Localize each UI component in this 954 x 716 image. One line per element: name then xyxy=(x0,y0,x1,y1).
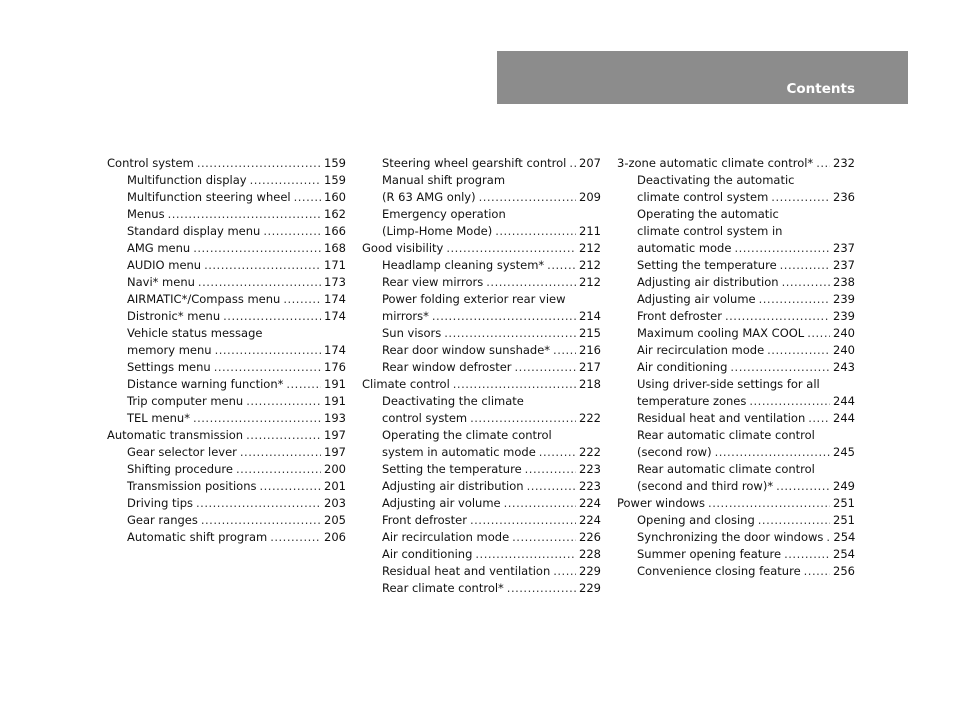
page-title: Contents xyxy=(786,81,855,97)
toc-entry[interactable] xyxy=(617,512,855,529)
toc-entry-page: 229 xyxy=(579,564,601,578)
toc-entry-label: AIRMATIC*/Compass menu xyxy=(127,292,281,306)
dot-leader xyxy=(294,189,321,206)
toc-entry[interactable] xyxy=(362,410,601,427)
toc-entry-label: system in automatic mode xyxy=(382,445,536,459)
toc-entry-page: 254 xyxy=(833,547,855,561)
toc-entry[interactable] xyxy=(617,155,855,172)
toc-entry-label: Rear climate control* xyxy=(382,581,504,595)
toc-entry[interactable] xyxy=(107,308,346,325)
toc-entry[interactable] xyxy=(617,308,855,325)
dot-leader xyxy=(758,512,830,529)
toc-entry[interactable] xyxy=(107,495,346,512)
toc-entry-page: 238 xyxy=(833,275,855,289)
toc-entry[interactable] xyxy=(107,512,346,529)
header-bar xyxy=(497,51,908,104)
toc-entry-label: Power windows xyxy=(617,496,706,510)
toc-entry[interactable] xyxy=(617,189,855,206)
toc-entry-page: 249 xyxy=(833,479,855,493)
dot-leader xyxy=(771,189,830,206)
toc-entry[interactable] xyxy=(617,478,855,495)
toc-entry[interactable] xyxy=(107,359,346,376)
toc-entry[interactable] xyxy=(362,155,601,172)
toc-entry-page: 251 xyxy=(833,513,855,527)
toc-entry-label: Adjusting air volume xyxy=(637,292,756,306)
toc-entry[interactable] xyxy=(617,342,855,359)
toc-entry-page: 205 xyxy=(324,513,346,527)
toc-entry-label: memory menu xyxy=(127,343,212,357)
toc-entry-page: 236 xyxy=(833,190,855,204)
dot-leader xyxy=(453,376,576,393)
toc-entry[interactable] xyxy=(107,410,346,427)
toc-entry[interactable] xyxy=(362,376,601,393)
toc-entry-page: 237 xyxy=(833,258,855,272)
toc-entry-label: Shifting procedure xyxy=(127,462,233,476)
toc-entry-label: Automatic shift program xyxy=(127,530,268,544)
toc-entry-label: Menus xyxy=(127,207,165,221)
toc-entry-label: Adjusting air distribution xyxy=(382,479,524,493)
toc-entry-label: climate control system in xyxy=(637,224,783,238)
toc-entry-page: 214 xyxy=(579,309,601,323)
toc-entry-page: 239 xyxy=(833,309,855,323)
toc-entry-label: Residual heat and ventilation xyxy=(637,411,806,425)
dot-leader xyxy=(569,155,576,172)
toc-entry[interactable] xyxy=(107,189,346,206)
toc-entry-page: 159 xyxy=(324,173,346,187)
dot-leader xyxy=(201,512,321,529)
toc-entry-page: 223 xyxy=(579,462,601,476)
dot-leader xyxy=(504,495,576,512)
toc-entry-label: temperature zones xyxy=(637,394,747,408)
toc-entry[interactable] xyxy=(107,257,346,274)
toc-entry[interactable] xyxy=(362,359,601,376)
toc-entry[interactable] xyxy=(617,325,855,342)
toc-entry[interactable] xyxy=(617,291,855,308)
toc-entry-label: Setting the temperature xyxy=(382,462,522,476)
toc-entry[interactable] xyxy=(362,461,601,478)
dot-leader xyxy=(553,342,576,359)
toc-entry-page: 237 xyxy=(833,241,855,255)
dot-leader xyxy=(804,563,830,580)
toc-entry-label: Rear automatic climate control xyxy=(637,428,815,442)
toc-entry[interactable] xyxy=(362,512,601,529)
dot-leader xyxy=(725,308,830,325)
toc-entry-page: 197 xyxy=(324,445,346,459)
toc-entry-page: 203 xyxy=(324,496,346,510)
dot-leader xyxy=(527,478,576,495)
toc-entry-page: 176 xyxy=(324,360,346,374)
dot-leader xyxy=(749,393,830,410)
toc-entry-label: Deactivating the automatic xyxy=(637,173,795,187)
toc-entry-label: Air conditioning xyxy=(382,547,473,561)
toc-entry-page: 226 xyxy=(579,530,601,544)
dot-leader xyxy=(223,308,321,325)
toc-entry[interactable] xyxy=(107,478,346,495)
toc-entry-page: 197 xyxy=(324,428,346,442)
toc-entry-page: 216 xyxy=(579,343,601,357)
toc-entry[interactable] xyxy=(107,172,346,189)
toc-entry-page: 256 xyxy=(833,564,855,578)
toc-entry[interactable] xyxy=(617,444,855,461)
dot-leader xyxy=(776,478,830,495)
dot-leader xyxy=(250,172,321,189)
dot-leader xyxy=(193,240,321,257)
toc-entry[interactable] xyxy=(107,291,346,308)
toc-entry[interactable] xyxy=(362,325,601,342)
toc-entry[interactable] xyxy=(617,461,855,478)
dot-leader xyxy=(539,444,576,461)
toc-entry[interactable] xyxy=(617,240,855,257)
toc-entry[interactable] xyxy=(107,529,346,546)
toc-entry[interactable] xyxy=(107,274,346,291)
dot-leader xyxy=(246,427,321,444)
toc-entry-page: 212 xyxy=(579,241,601,255)
toc-entry[interactable] xyxy=(107,342,346,359)
toc-entry[interactable] xyxy=(362,189,601,206)
dot-leader xyxy=(547,257,576,274)
dot-leader xyxy=(826,529,830,546)
dot-leader xyxy=(168,206,321,223)
toc-entry-label: Headlamp cleaning system* xyxy=(382,258,545,272)
toc-entry-label: Power folding exterior rear view xyxy=(382,292,566,306)
dot-leader xyxy=(196,495,321,512)
toc-entry-label: Summer opening feature xyxy=(637,547,782,561)
toc-entry-page: 218 xyxy=(579,377,601,391)
toc-entry-label: Maximum cooling MAX COOL xyxy=(637,326,805,340)
toc-entry-label: Air recirculation mode xyxy=(382,530,510,544)
toc-entry-page: 251 xyxy=(833,496,855,510)
toc-entry-label: TEL menu* xyxy=(127,411,190,425)
toc-entry-label: mirrors* xyxy=(382,309,429,323)
toc-entry[interactable] xyxy=(362,308,601,325)
toc-entry[interactable] xyxy=(617,359,855,376)
toc-entry[interactable] xyxy=(617,223,855,240)
toc-entry-page: 240 xyxy=(833,343,855,357)
toc-entry[interactable] xyxy=(107,223,346,240)
toc-entry-label: Operating the climate control xyxy=(382,428,552,442)
toc-entry-page: 193 xyxy=(324,411,346,425)
toc-entry-page: 224 xyxy=(579,496,601,510)
toc-entry-label: Operating the automatic xyxy=(637,207,779,221)
toc-entry[interactable] xyxy=(362,206,601,223)
toc-entry-label: Navi* menu xyxy=(127,275,195,289)
toc-entry-page: 223 xyxy=(579,479,601,493)
toc-entry-label: Emergency operation xyxy=(382,207,506,221)
dot-leader xyxy=(808,410,830,427)
dot-leader xyxy=(734,240,830,257)
toc-entry-label: Rear view mirrors xyxy=(382,275,484,289)
toc-entry[interactable] xyxy=(617,427,855,444)
toc-entry-page: 217 xyxy=(579,360,601,374)
toc-entry[interactable] xyxy=(617,546,855,563)
toc-entry[interactable] xyxy=(617,410,855,427)
toc-entry[interactable] xyxy=(362,393,601,410)
toc-entry-page: 212 xyxy=(579,275,601,289)
dot-leader xyxy=(214,359,321,376)
dot-leader xyxy=(260,478,322,495)
toc-entry-label: Setting the temperature xyxy=(637,258,777,272)
dot-leader xyxy=(486,274,576,291)
toc-entry-label: Front defroster xyxy=(637,309,722,323)
toc-entry-label: 3-zone automatic climate control* xyxy=(617,156,814,170)
toc-entry-label: Gear ranges xyxy=(127,513,198,527)
toc-entry-label: Rear door window sunshade* xyxy=(382,343,551,357)
toc-entry-page: 162 xyxy=(324,207,346,221)
toc-entry-page: 207 xyxy=(579,156,601,170)
toc-entry-label: Standard display menu xyxy=(127,224,261,238)
toc-entry-page: 245 xyxy=(833,445,855,459)
dot-leader xyxy=(807,325,830,342)
toc-entry-label: Vehicle status message xyxy=(127,326,263,340)
dot-leader xyxy=(286,376,321,393)
toc-entry-label: (Limp-Home Mode) xyxy=(382,224,493,238)
toc-entry-page: 232 xyxy=(833,156,855,170)
toc-entry-label: Gear selector lever xyxy=(127,445,237,459)
toc-entry-label: Climate control xyxy=(362,377,450,391)
dot-leader xyxy=(515,359,577,376)
dot-leader xyxy=(444,325,576,342)
toc-entry[interactable] xyxy=(107,325,346,342)
toc-entry[interactable] xyxy=(617,376,855,393)
toc-column-1 xyxy=(107,155,346,546)
dot-leader xyxy=(432,308,576,325)
toc-column-2 xyxy=(362,155,601,597)
toc-entry-label: AUDIO menu xyxy=(127,258,202,272)
toc-entry-label: Deactivating the climate xyxy=(382,394,524,408)
dot-leader xyxy=(730,359,830,376)
toc-entry[interactable] xyxy=(362,223,601,240)
dot-leader xyxy=(475,546,576,563)
dot-leader xyxy=(263,223,321,240)
toc-entry-label: Manual shift program xyxy=(382,173,506,187)
toc-entry-page: 200 xyxy=(324,462,346,476)
toc-entry[interactable] xyxy=(362,240,601,257)
dot-leader xyxy=(240,444,321,461)
toc-entry-page: 201 xyxy=(324,479,346,493)
toc-entry[interactable] xyxy=(362,172,601,189)
dot-leader xyxy=(767,342,830,359)
toc-entry-page: 224 xyxy=(579,513,601,527)
toc-entry[interactable] xyxy=(362,444,601,461)
toc-column-3 xyxy=(617,155,855,580)
toc-entry[interactable] xyxy=(617,529,855,546)
toc-entry[interactable] xyxy=(107,240,346,257)
dot-leader xyxy=(525,461,576,478)
toc-entry-label: Using driver-side settings for all xyxy=(637,377,820,391)
toc-entry-label: Multifunction steering wheel xyxy=(127,190,291,204)
toc-entry-label: Multifunction display xyxy=(127,173,247,187)
toc-entry[interactable] xyxy=(107,376,346,393)
toc-entry[interactable] xyxy=(362,274,601,291)
dot-leader xyxy=(759,291,830,308)
toc-entry[interactable] xyxy=(362,529,601,546)
dot-leader xyxy=(784,546,830,563)
toc-entry[interactable] xyxy=(107,461,346,478)
dot-leader xyxy=(507,580,576,597)
toc-entry-page: 174 xyxy=(324,292,346,306)
toc-entry[interactable] xyxy=(362,563,601,580)
toc-entry-label: Rear automatic climate control xyxy=(637,462,815,476)
toc-entry-page: 174 xyxy=(324,309,346,323)
toc-entry-label: control system xyxy=(382,411,468,425)
toc-entry-page: 191 xyxy=(324,394,346,408)
toc-entry-page: 239 xyxy=(833,292,855,306)
toc-entry-label: Trip computer menu xyxy=(127,394,244,408)
dot-leader xyxy=(197,155,321,172)
toc-entry-page: 222 xyxy=(579,411,601,425)
toc-entry[interactable] xyxy=(617,393,855,410)
toc-entry[interactable] xyxy=(362,291,601,308)
toc-entry[interactable] xyxy=(362,427,601,444)
dot-leader xyxy=(446,240,576,257)
toc-entry-label: AMG menu xyxy=(127,241,191,255)
toc-entry-label: Distronic* menu xyxy=(127,309,221,323)
toc-entry-label: Front defroster xyxy=(382,513,467,527)
toc-entry-page: 222 xyxy=(579,445,601,459)
toc-entry-label: Settings menu xyxy=(127,360,211,374)
toc-entry-page: 173 xyxy=(324,275,346,289)
toc-entry-label: climate control system xyxy=(637,190,769,204)
toc-entry-label: Control system xyxy=(107,156,194,170)
toc-entry-label: Residual heat and ventilation xyxy=(382,564,551,578)
dot-leader xyxy=(715,444,830,461)
toc-entry-label: Adjusting air distribution xyxy=(637,275,779,289)
toc-entry[interactable] xyxy=(107,206,346,223)
toc-entry-page: 215 xyxy=(579,326,601,340)
toc-entry-label: (R 63 AMG only) xyxy=(382,190,476,204)
dot-leader xyxy=(512,529,576,546)
dot-leader xyxy=(780,257,830,274)
toc-entry-label: Sun visors xyxy=(382,326,442,340)
dot-leader xyxy=(479,189,576,206)
dot-leader xyxy=(553,563,576,580)
toc-entry[interactable] xyxy=(617,495,855,512)
toc-entry-page: 211 xyxy=(579,224,601,238)
toc-entry-page: 240 xyxy=(833,326,855,340)
toc-entry-page: 243 xyxy=(833,360,855,374)
toc-entry[interactable] xyxy=(617,257,855,274)
toc-entry[interactable] xyxy=(617,563,855,580)
toc-entry-label: Distance warning function* xyxy=(127,377,284,391)
toc-entry-label: Opening and closing xyxy=(637,513,755,527)
toc-entry-label: Automatic transmission xyxy=(107,428,244,442)
dot-leader xyxy=(782,274,830,291)
toc-entry-page: 244 xyxy=(833,394,855,408)
toc-entry-label: Steering wheel gearshift control xyxy=(382,156,567,170)
toc-entry[interactable] xyxy=(107,427,346,444)
toc-entry-page: 171 xyxy=(324,258,346,272)
dot-leader xyxy=(816,155,830,172)
toc-entry-page: 229 xyxy=(579,581,601,595)
toc-entry-label: Driving tips xyxy=(127,496,194,510)
toc-entry-page: 228 xyxy=(579,547,601,561)
toc-entry-page: 174 xyxy=(324,343,346,357)
dot-leader xyxy=(198,274,321,291)
toc-entry-page: 191 xyxy=(324,377,346,391)
toc-entry-page: 168 xyxy=(324,241,346,255)
toc-entry-label: Synchronizing the door windows xyxy=(637,530,824,544)
toc-entry[interactable] xyxy=(617,172,855,189)
toc-entry-page: 254 xyxy=(833,530,856,544)
toc-entry-page: 159 xyxy=(324,156,346,170)
dot-leader xyxy=(495,223,576,240)
toc-entry-label: (second and third row)* xyxy=(637,479,774,493)
toc-entry-label: Rear window defroster xyxy=(382,360,512,374)
toc-entry[interactable] xyxy=(362,257,601,274)
toc-entry-page: 244 xyxy=(833,411,855,425)
toc-entry[interactable] xyxy=(107,393,346,410)
dot-leader xyxy=(470,512,576,529)
dot-leader xyxy=(283,291,321,308)
toc-entry-label: Air recirculation mode xyxy=(637,343,765,357)
toc-entry-label: Adjusting air volume xyxy=(382,496,501,510)
toc-entry-label: automatic mode xyxy=(637,241,732,255)
toc-entry[interactable] xyxy=(617,206,855,223)
toc-entry[interactable] xyxy=(362,478,601,495)
toc-entry-page: 212 xyxy=(579,258,601,272)
toc-entry-label: Transmission positions xyxy=(127,479,257,493)
toc-entry[interactable] xyxy=(362,495,601,512)
toc-entry-page: 166 xyxy=(324,224,346,238)
toc-entry-label: Convenience closing feature xyxy=(637,564,801,578)
dot-leader xyxy=(470,410,576,427)
toc-entry[interactable] xyxy=(107,155,346,172)
toc-entry-label: Air conditioning xyxy=(637,360,728,374)
dot-leader xyxy=(246,393,321,410)
toc-entry[interactable] xyxy=(362,580,601,597)
toc-entry[interactable] xyxy=(107,444,346,461)
dot-leader xyxy=(270,529,321,546)
dot-leader xyxy=(236,461,321,478)
dot-leader xyxy=(204,257,321,274)
dot-leader xyxy=(215,342,321,359)
toc-entry-label: (second row) xyxy=(637,445,712,459)
toc-entry-page: 160 xyxy=(324,190,346,204)
dot-leader xyxy=(193,410,321,427)
toc-entry[interactable] xyxy=(362,546,601,563)
toc-entry-page: 209 xyxy=(579,190,601,204)
toc-entry-label: Good visibility xyxy=(362,241,444,255)
toc-entry-page: 206 xyxy=(324,530,346,544)
dot-leader xyxy=(708,495,830,512)
toc-entry[interactable] xyxy=(362,342,601,359)
toc-entry[interactable] xyxy=(617,274,855,291)
